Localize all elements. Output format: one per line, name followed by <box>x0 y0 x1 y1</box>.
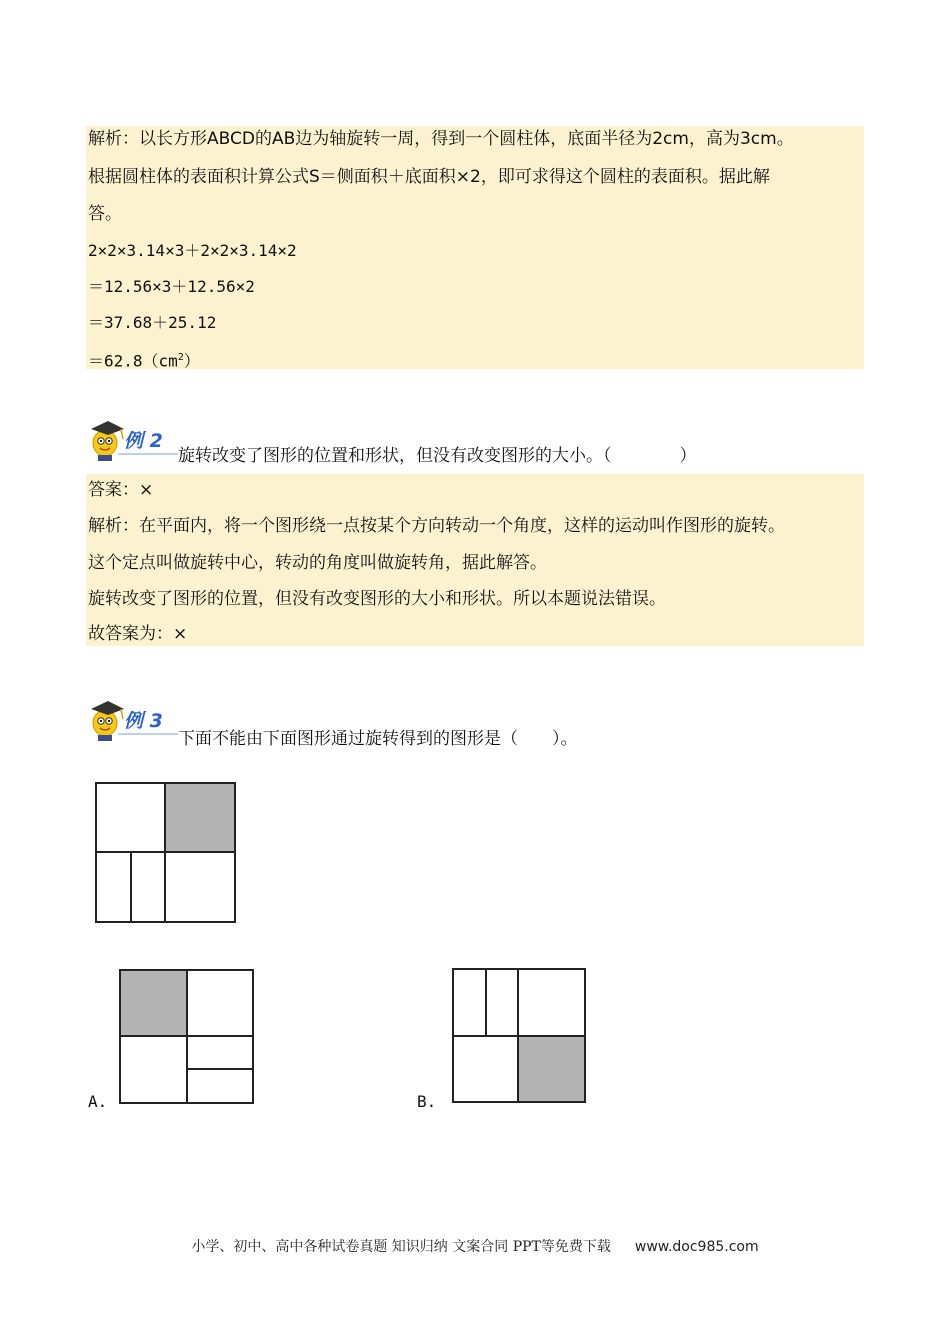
analysis-line: 答。 <box>88 204 122 224</box>
unit-exponent: 2 <box>177 352 184 363</box>
option-b-label: B. <box>417 1092 437 1111</box>
calc-line: ＝37.68＋25.12 <box>88 313 217 332</box>
calc-result-value: ＝62.8（cm <box>88 351 178 371</box>
calc-result-line <box>88 347 200 372</box>
calc-line: 2×2×3.14×3＋2×2×3.14×2 <box>88 241 297 260</box>
option-a-figure <box>118 968 256 1105</box>
example-badge-3 <box>88 696 180 742</box>
example-badge-2 <box>88 416 180 462</box>
page-footer <box>0 1236 950 1256</box>
original-figure <box>94 781 238 924</box>
analysis-line: 旋转改变了图形的位置，但没有改变图形的大小和形状。所以本题说法错误。 <box>88 589 666 609</box>
analysis-line: 故答案为：× <box>88 624 188 644</box>
mascot-icon <box>91 421 124 461</box>
analysis-line: 这个定点叫做旋转中心，转动的角度叫做旋转角，据此解答。 <box>88 553 547 573</box>
calc-line: ＝12.56×3＋12.56×2 <box>88 277 255 296</box>
option-b-figure <box>451 967 588 1105</box>
analysis-line: 解析：以长方形ABCD的AB边为轴旋转一周，得到一个圆柱体，底面半径为2cm，高为3cm。 <box>88 129 794 149</box>
analysis-line: 解析：在平面内，将一个图形绕一点按某个方向转动一个角度，这样的运动叫作图形的旋转。 <box>88 516 785 536</box>
calc-result-close: ） <box>183 351 200 371</box>
question-text-3: 下面不能由下面图形通过旋转得到的图形是（ ）。 <box>178 729 578 749</box>
question-text-2: 旋转改变了图形的位置和形状，但没有改变图形的大小。（ ） <box>178 446 697 466</box>
footer-text: 小学、初中、高中各种试卷真题 知识归纳 文案合同 PPT等免费下载 <box>191 1239 611 1255</box>
badge-label: 例 3 <box>124 710 163 732</box>
badge-label: 例 2 <box>124 430 163 452</box>
answer-line: 答案：× <box>88 480 154 500</box>
mascot-icon <box>91 701 124 741</box>
option-a-label: A. <box>88 1092 108 1111</box>
analysis-line: 根据圆柱体的表面积计算公式S＝侧面积＋底面积×2，即可求得这个圆柱的表面积。据此解 <box>88 167 770 187</box>
footer-url[interactable]: www.doc985.com <box>634 1239 759 1255</box>
